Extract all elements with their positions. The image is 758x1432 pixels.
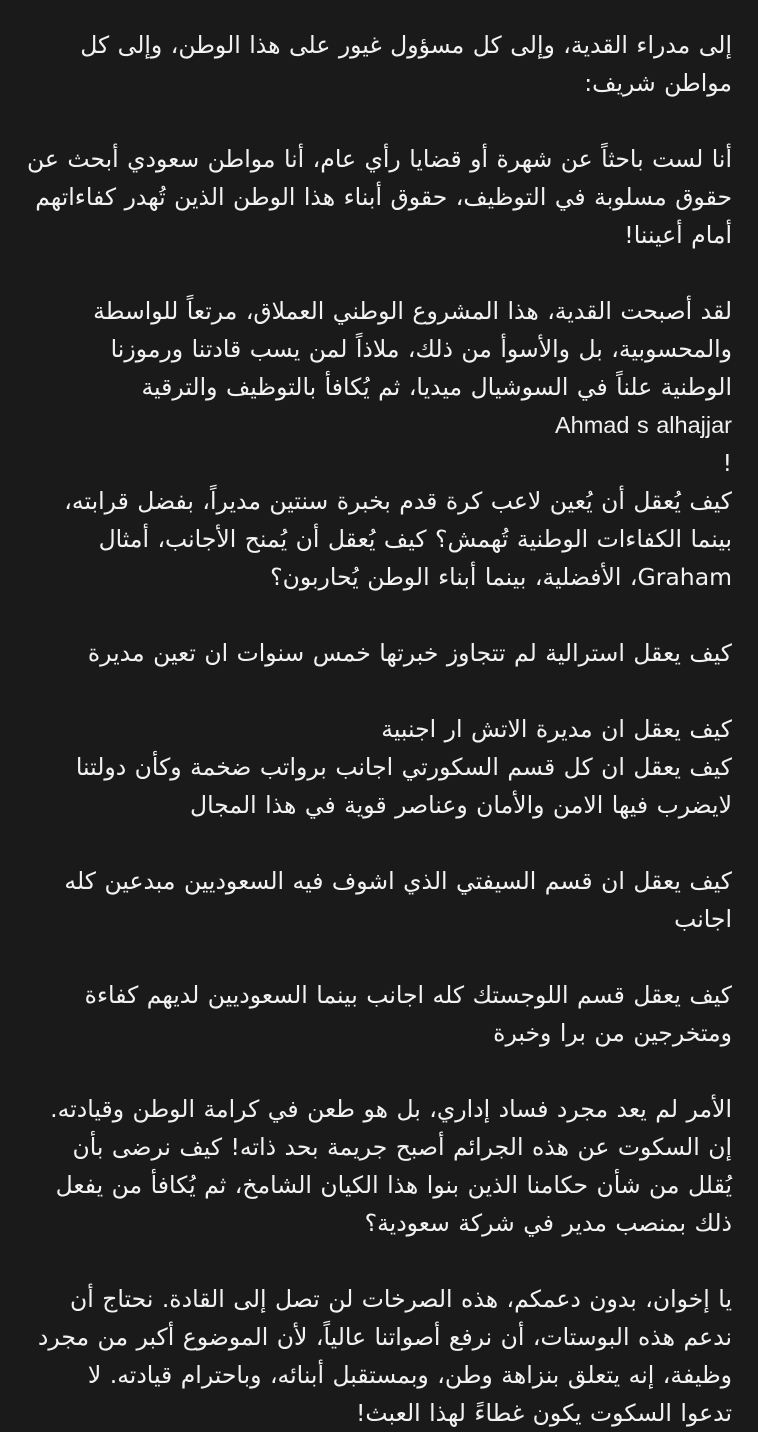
text-line: ! [722,449,732,477]
text-line: أمام أعيننا! [624,221,732,249]
text-line: لقد أصبحت القدية، هذا المشروع الوطني العملاق، مرتعاً للواسطة [93,297,732,325]
paragraph-intro [26,140,732,254]
text-line: يا إخوان، بدون دعمكم، هذه الصرخات لن تصل إلى القادة. نحتاج أن [69,1285,732,1313]
text-line: والمحسوبية، بل والأسوأ من ذلك، ملاذاً لمن يسب قادتنا ورموزنا [110,335,732,363]
text-line: تدعوا السكوت يكون غطاءً لهذا العبث! [356,1399,732,1427]
paragraph-name [26,406,732,482]
paragraph-qiddiya [26,292,732,406]
text-line: بينما الكفاءات الوطنية تُهمش؟ كيف يُعقل أن يُمنح الأجانب، أمثال [98,525,732,553]
paragraph-questions [26,482,732,596]
text-line: اجانب [674,905,732,933]
text-line: أنا لست باحثاً عن شهرة أو قضايا رأي عام، أنا مواطن سعودي أبحث عن [27,145,732,173]
text-line: يُقلل من شأن حكامنا الذين بنوا هذا الكيان الشامخ، ثم يُكافأ من يفعل [55,1171,732,1199]
text-line: كيف يعقل قسم اللوجستك كله اجانب بينما السعوديين لديهم كفاءة [84,981,732,1009]
text-line: كيف يعقل ان كل قسم السكورتي اجانب برواتب ضخمة وكأن دولتنا [75,753,732,781]
text-line: ندعم هذه البوستات، أن نرفع أصواتنا عالياً، لأن الموضوع أكبر من مجرد [37,1323,732,1351]
text-line: كيف يُعقل أن يُعين لاعب كرة قدم بخبرة سنتين مديراً، بفضل قرابته، [64,487,732,515]
text-line: Graham، الأفضلية، بينما أبناء الوطن يُحاربون؟ [270,563,732,591]
paragraph-australian [26,634,732,672]
paragraph-hr-security [26,710,732,824]
text-line: حقوق مسلوبة في التوظيف، حقوق أبناء هذا الوطن الذين تُهدر كفاءاتهم [35,183,732,211]
paragraph-safety [26,862,732,938]
text-line: الوطنية علناً في السوشيال ميديا، ثم يُكافأ بالتوظيف والترقية [141,373,732,401]
paragraph-logistics [26,976,732,1052]
person-name: Ahmad s alhajjar [554,412,732,438]
text-line: كيف يعقل ان قسم السيفتي الذي اشوف فيه السعوديين مبدعين كله [64,867,732,895]
paragraph-corruption [26,1090,732,1242]
text-line: ومتخرجين من برا وخبرة [493,1019,732,1047]
message-body [26,26,732,1432]
text-line: مواطن شريف: [584,69,732,97]
paragraph-greeting [26,26,732,102]
text-line: الأمر لم يعد مجرد فساد إداري، بل هو طعن في كرامة الوطن وقيادته. [50,1095,732,1123]
text-line: إلى مدراء القدية، وإلى كل مسؤول غيور على هذا الوطن، وإلى كل [80,31,732,59]
text-line: كيف يعقل استرالية لم تتجاوز خبرتها خمس سنوات ان تعين مديرة [87,639,732,667]
text-line: وظيفة، إنه يتعلق بنزاهة وطن، وبمستقبل أبنائه، وباحترام قيادته. لا [87,1361,732,1389]
text-line: ذلك بمنصب مدير في شركة سعودية؟ [364,1209,732,1237]
paragraph-call-to-action [26,1280,732,1432]
text-line: لايضرب فيها الامن والأمان وعناصر قوية في هذا المجال [190,791,732,819]
text-line: كيف يعقل ان مديرة الاتش ار اجنبية [381,715,732,743]
text-line: إن السكوت عن هذه الجرائم أصبح جريمة بحد ذاته! كيف نرضى بأن [72,1133,732,1161]
